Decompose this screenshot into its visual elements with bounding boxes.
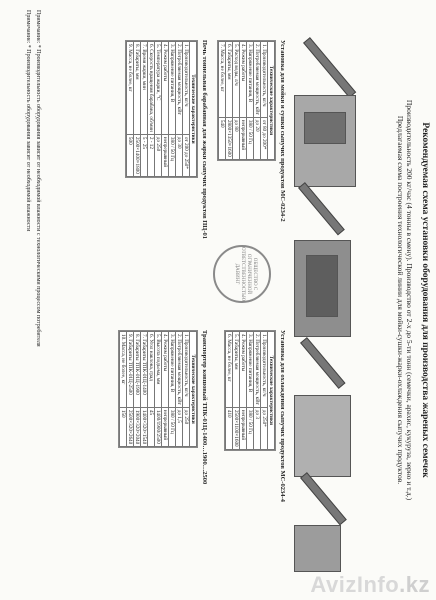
table-row <box>162 332 169 447</box>
table-cell: 3. Напряжение питания, В <box>247 42 254 118</box>
table-row <box>226 42 233 160</box>
wash-spec-table <box>218 41 275 160</box>
table-cell: 6. Масса, не более, кг <box>226 332 233 408</box>
table-cell: 1400/1900/2500 <box>155 407 162 446</box>
table-row <box>183 42 190 177</box>
table-cell: 5. Высота подъема, мм <box>155 332 162 408</box>
table-cell: 9. Габариты ТПК-01Ц-2500 <box>127 332 134 408</box>
table-header-row <box>268 42 275 160</box>
page-title: Рекомендуемая схема установки оборудования для производства жареных семечек <box>420 122 430 478</box>
table-cell: 10. Масса, не более, кг <box>120 332 127 408</box>
table-cell: до 250 <box>155 134 162 176</box>
site-watermark <box>310 572 430 598</box>
table-cell: 4. Режим работы <box>162 42 169 135</box>
table-cell: 8. Габариты, мм <box>134 42 141 135</box>
footnote-2: Примечание: * Производительность оборудования зависит от необходимой влажности <box>25 10 31 232</box>
table-cell: 1400×320×1540 <box>141 407 148 446</box>
table-cell: 150 <box>120 407 127 446</box>
table-row <box>176 42 183 177</box>
table-row <box>247 42 254 160</box>
table-cell: 45 <box>148 407 155 446</box>
footnote-1: Примечание: * Производительность оборудования зависит от необходимой влажности с технологическими процессом потребителя <box>35 10 41 347</box>
table-header-row <box>268 332 275 450</box>
bucket-conveyor-4 <box>300 472 347 525</box>
page-subtitle <box>396 20 414 580</box>
table-cell: непрерывный <box>240 117 247 159</box>
table-row <box>148 332 155 447</box>
table-row <box>233 332 240 450</box>
table-cell: 5. Габариты, мм <box>233 332 240 408</box>
table-cell: до 20 <box>254 117 261 159</box>
table-header-row <box>190 42 197 177</box>
table-row <box>254 42 261 160</box>
table-row <box>219 42 226 160</box>
table-cell: 2500×1400×1800 <box>134 134 141 176</box>
table-row <box>127 42 134 177</box>
table-row <box>134 332 141 447</box>
table-row <box>169 332 176 447</box>
table-cell: до 30 <box>176 134 183 176</box>
table-cell: 3. Напряжение питания, В <box>169 42 176 135</box>
table-cell: до 1,5 <box>176 407 183 446</box>
table-cell: от 80 до 200* <box>261 117 268 159</box>
table-row <box>141 42 148 177</box>
table-cell: 6. Скорость вращения барабана, об/мин <box>148 42 155 135</box>
table-cell: 4. Режим работы <box>240 42 247 118</box>
table-row <box>183 332 190 447</box>
cool-spec-table <box>225 331 275 450</box>
table-cell: 380 / 50 Гц <box>247 117 254 159</box>
table-header-cell: Технические характеристики <box>268 42 275 160</box>
table-cell: 5. Расход воды, л/ч <box>233 42 240 118</box>
washing-machine-door <box>304 112 346 144</box>
cool-spec-panel <box>224 330 276 451</box>
table-cell: до 250 <box>183 407 190 446</box>
table-cell: непрерывный <box>240 407 247 449</box>
table-cell: 9. Масса, не более, кг <box>127 42 134 135</box>
table-cell: 2 - 12 <box>148 134 155 176</box>
table-cell: 1. Производительность, кг/ч <box>183 42 190 135</box>
table-cell: 540 <box>219 117 226 159</box>
table-cell: 7. Габариты ТПК-01Ц-1400 <box>141 332 148 408</box>
table-cell: 7. Масса, не более, кг <box>219 42 226 118</box>
wash-panel-title: Установка для мойки и сушки сыпучих продуктов МС-0234-2 <box>279 40 286 222</box>
table-header-row <box>190 332 197 447</box>
table-cell: 500 <box>127 134 134 176</box>
table-cell: 2. Потребляемая мощность, кВт <box>254 42 261 118</box>
table-cell: 8. Габариты ТПК-01Ц-1900 <box>134 332 141 408</box>
table-cell: 7. Время жарки, мин <box>141 42 148 135</box>
table-cell: от 200 до 250* <box>183 134 190 176</box>
table-cell: 2500×320×2640 <box>127 407 134 446</box>
watermark-name: AvizInfo <box>310 572 400 597</box>
table-cell: 380 / 50 Гц <box>169 407 176 446</box>
table-cell: 2. Потребляемая мощность, кВт <box>176 42 183 135</box>
table-row <box>240 332 247 450</box>
table-row <box>120 332 127 447</box>
table-cell: 1. Производительность, кг/ч <box>183 332 190 408</box>
table-row <box>169 42 176 177</box>
table-cell: 2500×1100×1600 <box>233 407 240 449</box>
cool-panel-title: Установка для охлаждения сыпучих продуктов МС-0234-4 <box>279 330 286 502</box>
bucket-conveyor-1 <box>303 37 356 98</box>
table-row <box>141 332 148 447</box>
conveyor-spec-table <box>119 331 197 447</box>
table-row <box>254 332 261 450</box>
table-cell: 2. Потребляемая мощность, кВт <box>176 332 183 408</box>
table-cell: 5 - 25 <box>141 134 148 176</box>
table-row <box>240 42 247 160</box>
table-row <box>261 42 268 160</box>
bucket-conveyor-3 <box>300 337 345 389</box>
table-row <box>176 332 183 447</box>
table-cell: 6. Габариты, мм <box>226 42 233 118</box>
company-stamp <box>213 245 271 303</box>
table-row <box>162 42 169 177</box>
stamp-text: ОБЩЕСТВО С ОГРАНИЧЕННОЙ ОТВЕТСТВЕННОСТЬЮ ДАВИНГ <box>234 247 257 302</box>
table-cell: 1900×320×2040 <box>134 407 141 446</box>
roast-panel-title: Печь тоннельная барабанная для жарки сыпучих продуктов ПЦ-01 <box>201 40 208 240</box>
table-row <box>261 332 268 450</box>
roast-spec-table <box>126 41 197 177</box>
cooling-unit <box>294 395 351 477</box>
table-cell: 4. Режим работы <box>240 332 247 408</box>
subtitle-line-1: Производительность 200 кг/час (4 тонны в смену). Производство от 2-х до 5-ти тонн (семечки, арахис, кукуруза, зерно и т.д.) <box>405 99 414 501</box>
table-row <box>148 42 155 177</box>
table-cell: 1. Производительность, кг/ч <box>261 332 268 408</box>
table-cell: непрерывный <box>162 407 169 446</box>
table-cell: 5. Температура жарки, °С <box>155 42 162 135</box>
table-row <box>247 332 254 450</box>
table-cell: до 3 <box>254 407 261 449</box>
table-row <box>233 42 240 160</box>
table-cell: 380 / 50 Гц <box>169 134 176 176</box>
table-header-cell: Технические характеристики <box>190 332 197 447</box>
table-row <box>155 42 162 177</box>
wash-spec-panel <box>217 40 276 161</box>
bucket-conveyor-2 <box>298 182 345 235</box>
subtitle-line-2: Предлагаемая схема построения технологической линии для мойки-сушки-жарки-охлаждения сыпучих продуктов. <box>396 115 405 485</box>
table-cell: 3. Напряжение питания, В <box>247 332 254 408</box>
table-cell: 2800×1350×1600 <box>226 117 233 159</box>
roasting-drum <box>306 255 338 317</box>
output-hopper <box>294 525 341 572</box>
table-cell: 6. Угол наклона, град <box>148 332 155 408</box>
table-cell: 380 / 50 Гц <box>247 407 254 449</box>
table-cell: 410 <box>226 407 233 449</box>
table-row <box>127 332 134 447</box>
roast-spec-panel <box>125 40 198 178</box>
conveyor-spec-panel <box>118 330 198 448</box>
table-cell: непрерывный <box>162 134 169 176</box>
table-header-cell: Технические характеристики <box>268 332 275 450</box>
table-row <box>226 332 233 450</box>
table-cell: 4. Режим работы <box>162 332 169 408</box>
conveyor-panel-title: Транспортер ковшовый ТПК-01Ц-1400…1900…2500 <box>201 330 208 485</box>
table-row <box>134 42 141 177</box>
table-cell: до 80 <box>233 117 240 159</box>
table-cell: 1. Производительность, кг/ч <box>261 42 268 118</box>
table-row <box>155 332 162 447</box>
table-cell: 3. Напряжение питания, В <box>169 332 176 408</box>
table-header-cell: Технические характеристики <box>190 42 197 177</box>
table-cell: 2. Потребляемая мощность, кВт <box>254 332 261 408</box>
watermark-domain: .kz <box>399 572 430 597</box>
table-cell: до 250* <box>261 407 268 449</box>
